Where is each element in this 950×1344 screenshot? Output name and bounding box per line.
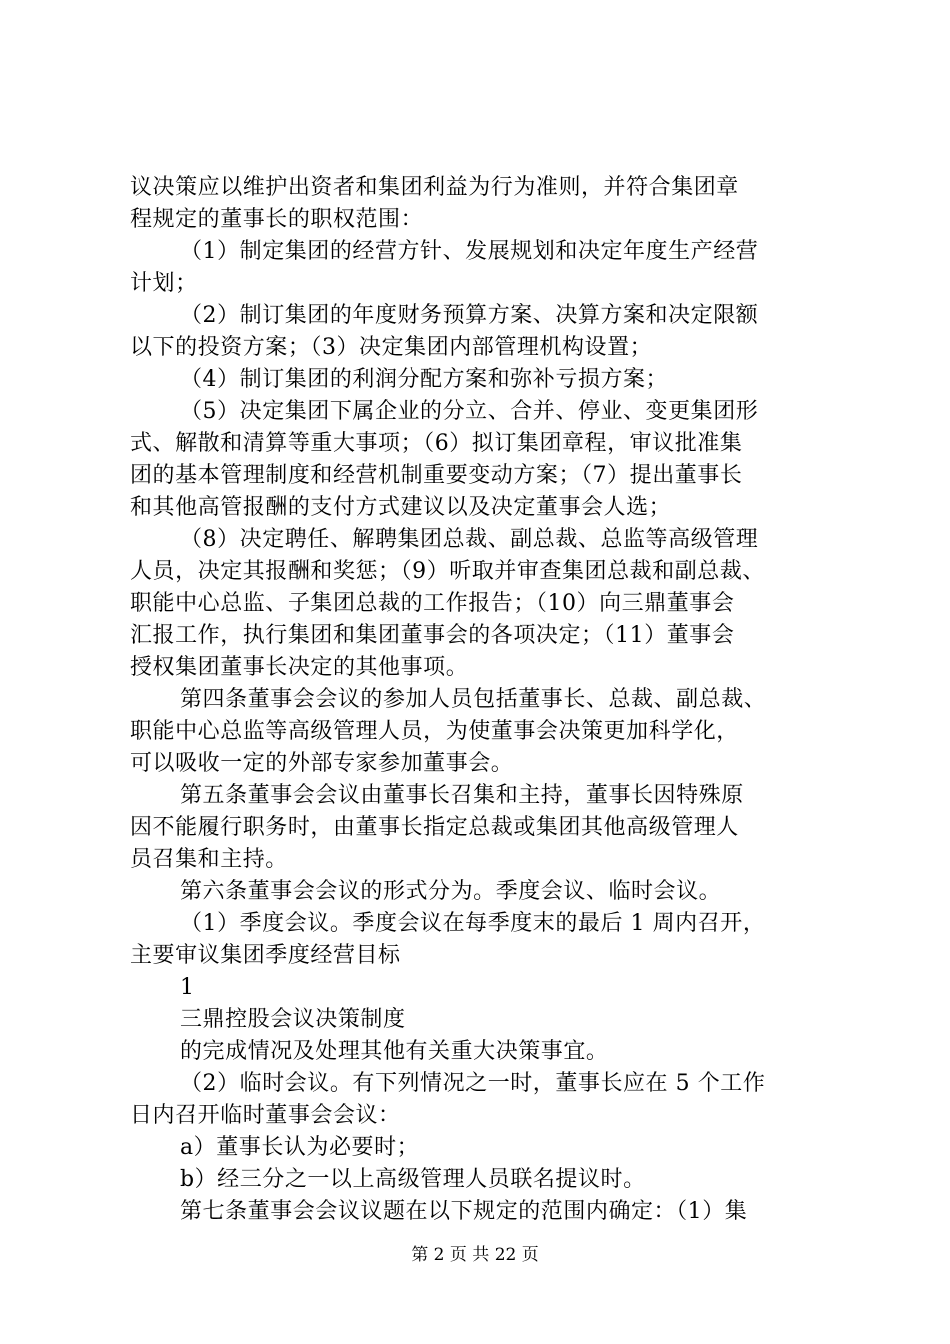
text-line: 汇报工作，执行集团和集团董事会的各项决定；（11）董事会 — [130, 623, 735, 648]
text-line: 第四条董事会会议的参加人员包括董事长、总裁、副总裁、 — [180, 687, 767, 712]
text-line: 1 — [180, 975, 195, 1000]
text-line: 员召集和主持。 — [130, 847, 288, 872]
text-line: 议决策应以维护出资者和集团利益为行为准则，并符合集团章 — [130, 175, 739, 200]
text-line: 的完成情况及处理其他有关重大决策事宜。 — [180, 1039, 609, 1064]
text-line: 式、解散和清算等重大事项；（6）拟订集团章程，审议批准集 — [130, 431, 743, 456]
text-line: 主要审议集团季度经营目标 — [130, 943, 401, 968]
text-line: 和其他高管报酬的支付方式建议以及决定董事会人选； — [130, 495, 672, 520]
text-line: 第七条董事会会议议题在以下规定的范围内确定：（1）集 — [180, 1199, 748, 1224]
text-line: 人员，决定其报酬和奖惩；（9）听取并审查集团总裁和副总裁、 — [130, 559, 765, 584]
text-line: 职能中心总监等高级管理人员，为使董事会决策更加科学化， — [130, 719, 739, 744]
text-line: 三鼎控股会议决策制度 — [180, 1007, 406, 1032]
text-line: （2）制订集团的年度财务预算方案、决算方案和决定限额 — [180, 303, 759, 328]
text-line: 职能中心总监、子集团总裁的工作报告；（10）向三鼎董事会 — [130, 591, 735, 616]
text-line: 程规定的董事长的职权范围： — [130, 207, 424, 232]
text-line: 授权集团董事长决定的其他事项。 — [130, 655, 469, 680]
text-line: 团的基本管理制度和经营机制重要变动方案；（7）提出董事长 — [130, 463, 743, 488]
text-line: 计划； — [130, 271, 198, 296]
text-line: （8）决定聘任、解聘集团总裁、副总裁、总监等高级管理 — [180, 527, 759, 552]
text-line: b）经三分之一以上高级管理人员联名提议时。 — [180, 1167, 646, 1192]
text-line: 可以吸收一定的外部专家参加董事会。 — [130, 751, 514, 776]
text-line: （4）制订集团的利润分配方案和弥补亏损方案； — [180, 367, 669, 392]
document-body — [130, 172, 850, 1228]
page-footer: 第 2 页 共 22 页 — [411, 1245, 539, 1265]
text-line: a）董事长认为必要时； — [180, 1135, 420, 1160]
text-line: 第五条董事会会议由董事长召集和主持，董事长因特殊原 — [180, 783, 744, 808]
text-line: （5）决定集团下属企业的分立、合并、停业、变更集团形 — [180, 399, 759, 424]
text-line: （1）制定集团的经营方针、发展规划和决定年度生产经营 — [180, 239, 759, 264]
text-line: 以下的投资方案；（3）决定集团内部管理机构设置； — [130, 335, 653, 360]
text-line: 第六条董事会会议的形式分为。季度会议、临时会议。 — [180, 879, 722, 904]
text-line: （1）季度会议。季度会议在每季度末的最后 1 周内召开， — [180, 911, 766, 936]
text-line: 因不能履行职务时，由董事长指定总裁或集团其他高级管理人 — [130, 815, 739, 840]
text-line: （2）临时会议。有下列情况之一时，董事长应在 5 个工作 — [180, 1071, 766, 1096]
text-line: 日内召开临时董事会会议： — [130, 1103, 401, 1128]
